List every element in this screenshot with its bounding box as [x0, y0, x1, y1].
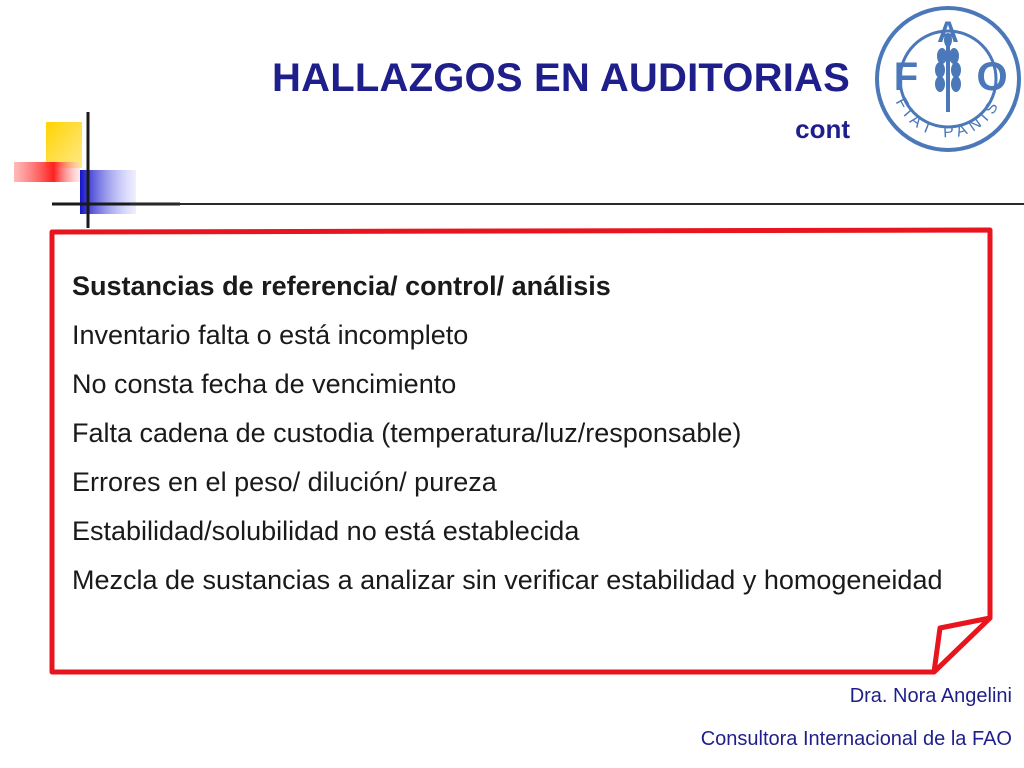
list-item: Mezcla de sustancias a analizar sin verificar estabilidad y homogeneidad: [72, 565, 943, 595]
logo-letter-o: O: [976, 55, 1008, 99]
logo-letter-f: F: [893, 55, 919, 99]
slide-title: HALLAZGOS EN AUDITORIAS: [272, 56, 850, 100]
logo-motto: FIAT PANIS: [891, 95, 1005, 142]
slide-subtitle: cont: [795, 114, 850, 144]
list-item: Falta cadena de custodia (temperatura/luz/responsable): [72, 418, 742, 448]
list-item: Estabilidad/solubilidad no está establecida: [72, 516, 580, 546]
list-item: Errores en el peso/ dilución/ pureza: [72, 467, 497, 497]
list-item: Inventario falta o está incompleto: [72, 320, 469, 350]
list-item: No consta fecha de vencimiento: [72, 369, 457, 399]
logo-letter-a: A: [937, 16, 959, 49]
author-role: Consultora Internacional de la FAO: [700, 728, 1012, 750]
content-list: [72, 262, 972, 600]
content-heading: Sustancias de referencia/ control/ análisis: [72, 271, 611, 301]
author-name: Dra. Nora Angelini: [849, 685, 1012, 707]
folded-corner: [934, 618, 990, 672]
